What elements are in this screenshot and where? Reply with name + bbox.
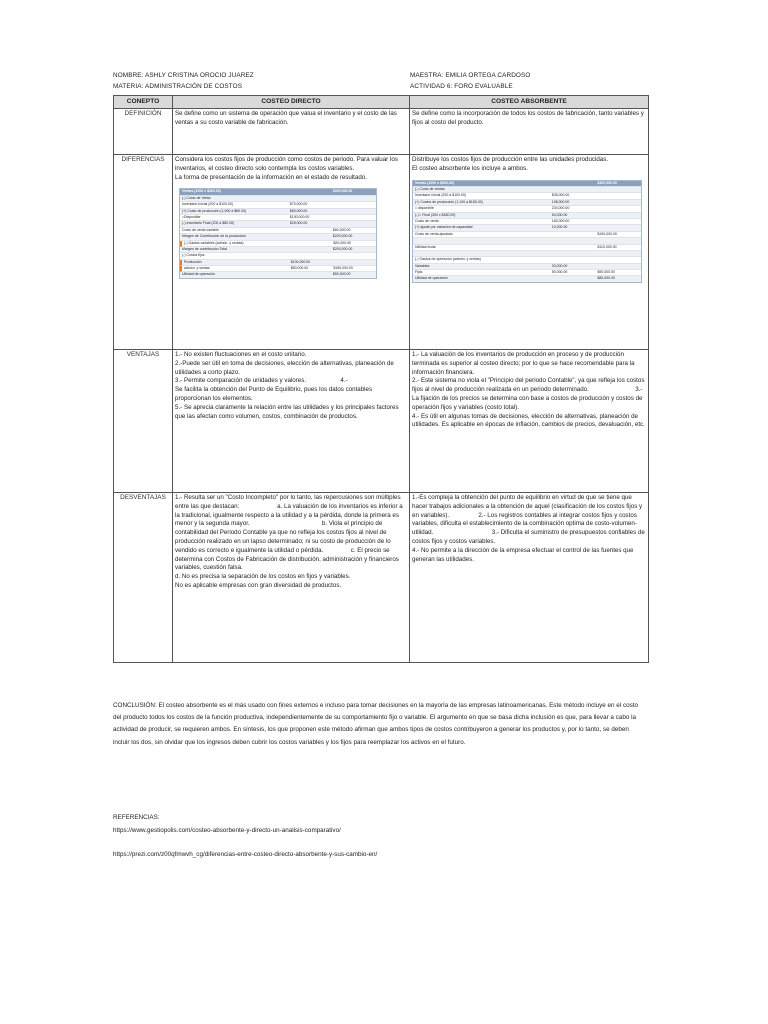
statement-cell — [552, 181, 598, 186]
statement-cell: $150,000.00 — [333, 266, 353, 271]
statement-cell: Utilidad bruta — [415, 244, 436, 249]
subject: MATERIA: ADMINISTRACIÓN DE COSTOS — [113, 83, 243, 90]
statement-cell — [333, 221, 376, 226]
statement-cell — [552, 245, 598, 250]
statement-cell: =Disponible — [182, 214, 201, 219]
cell-definicion-directo — [173, 109, 410, 155]
reference-link-2[interactable]: https://prezi.com/z00qfmwvh_cg/diferencias-entre-costeo-directo-absorbente-y-sus-cambio-en/ — [113, 851, 378, 858]
statement-cell: Ventas (1000 x $300.00) — [415, 180, 454, 185]
text-diferencias-absorbente: Distribuye los costos fijos de producción entre las unidades producidas. El costeo absorbente los incluye a ambos. — [412, 156, 609, 172]
comparison-table — [113, 95, 649, 663]
statement-cell: 54,000.00 — [551, 212, 568, 217]
statement-cell: 10,000.00 — [551, 225, 568, 230]
statement-cell: Costo de venta — [415, 218, 439, 223]
statement-cell: Utilidad de operación — [415, 276, 448, 281]
statement-cell: Margen de contribución Total — [182, 246, 227, 251]
statement-cell — [597, 238, 641, 243]
statement-cell: 50,000.00 — [551, 270, 568, 275]
statement-cell: $200,000.00 — [332, 246, 353, 251]
statement-cell — [597, 206, 641, 211]
statement-cell — [290, 247, 333, 252]
statement-cell: $300,000.00 — [332, 189, 353, 194]
statement-cell: Inventario Inicial (200 a $100.00) — [182, 202, 233, 207]
row-definicion — [114, 109, 649, 155]
statement-cell: $90,000.00 — [597, 270, 615, 275]
statement-cell — [290, 253, 333, 258]
statement-cell — [597, 251, 641, 256]
statement-cell: (-) Inventario Final (200 a $80.00) — [182, 221, 235, 226]
statement-cell — [333, 215, 376, 220]
statement-cell — [552, 257, 598, 262]
statement-cell: Costo de venta variable — [182, 227, 219, 232]
statement-cell — [333, 196, 376, 201]
text-ventajas-directo: 1.- No existen fluctuaciones en el costo unitario. 2.-Puede ser útil en toma de decisiones, elección de alternativas, planeación de utilidades a corto plazo. 3.- Permite comparación de unidades y valores. 4.- Se facilita la obtención del Punto de Equilibrio, pues los datos contables proporcionan los elementos. 5.- Se aprecia claramente la relación entre las utilidades y los principales factores que las afectan como volumen, costos, combinación de productos. — [175, 351, 399, 420]
statement-cell — [290, 189, 333, 194]
row-diferencias — [114, 155, 649, 350]
statement-cell: $190,000.00 — [597, 231, 617, 236]
statement-cell — [552, 238, 598, 243]
statement-cell — [597, 193, 641, 198]
cell-definicion-absorbente — [410, 109, 649, 155]
statement-cell — [552, 276, 598, 281]
statement-cell — [291, 241, 334, 246]
statement-cell: $110,000.00 — [597, 244, 617, 249]
statement-cell: Variables — [415, 263, 430, 268]
statement-cell: $60,000.00 — [289, 208, 308, 213]
cell-diferencias-directo — [173, 155, 410, 350]
statement-cell: (-) Costo de ventas — [415, 186, 445, 191]
activity: ACTIVIDAD 6: FORO EVALUABLE — [410, 83, 513, 90]
statement-cell: $36,000.00 — [551, 193, 570, 198]
statement-cell: $100,000.00 — [290, 259, 311, 264]
statement-cell — [597, 219, 641, 224]
text-desventajas-directo: 1.- Resulta ser un "Costo Incompleto" por lo tanto, las repercusiones son múltiples entre las que destacan: a. La valuación de los inventarios es inferior a la tradicional, igualmente respecto a la utilidad y a la pérdida, donde la primera es menor y la segunda mayor. b. Viola el principio de contabilidad del Periodo Contable ya que no refleja los costos fijos al nivel de producción realizado en un lapso determinado; ni su costo de producción de lo vendido es correcto e igualmente la utilidad o pérdida. c. El precio se determina con Costos de Fabricación de distribución, administración y financieros variables, cuestión falsa. d. No es precisa la separación de los costos en fijos y variables. No es aplicable empresas con gran diversidad de productos. — [175, 494, 403, 589]
row-desventajas — [114, 493, 649, 663]
statement-cell: = disponible — [415, 206, 434, 211]
statement-cell — [290, 228, 333, 233]
text-definicion-absorbente: Se define como la incorporación de todos los costos de fabricación, tanto variables y fijos al costo del producto. — [412, 110, 646, 126]
statement-cell — [413, 251, 552, 256]
statement-cell — [290, 272, 333, 277]
statement-row — [180, 272, 376, 277]
statement-cell: (+) Costo de producción (1,900 a $80.00) — [182, 208, 247, 213]
cell-desventajas-absorbente — [410, 493, 649, 663]
statement-cell: Fijos — [415, 270, 423, 275]
statement-cell: Inventario Inicial (200 a $100.00) — [415, 193, 466, 198]
statement-cell — [597, 187, 641, 192]
income-statement-absorption-costing — [412, 180, 642, 283]
statement-cell: $300,000.00 — [597, 180, 617, 185]
statement-cell: 234,000.00 — [551, 206, 570, 211]
header-costeo-absorbente: COSTEO ABSORBENTE — [410, 96, 649, 109]
cell-desventajas-directo — [173, 493, 410, 663]
statement-cell: (+) ajuste por variación de capacidad — [415, 225, 473, 230]
statement-cell: $60,000.00 — [332, 227, 351, 232]
statement-cell — [597, 257, 641, 262]
statement-cell — [552, 232, 598, 237]
statement-cell: 180,000.00 — [551, 218, 570, 223]
statement-cell — [333, 202, 376, 207]
references-title: REFERENCIAS: — [113, 814, 160, 821]
cell-diferencias-absorbente — [410, 155, 649, 350]
conclusion-paragraph: CONCLUSIÓN: El costeo absorbente es el más usado con fines externos e incluso para tomar decisiones en la mayoría de las empresas latinoamericanas. Este método incluye en el costo del producto todos los costos de la función productiva, independientemente de su comportamiento fijo o variable. El argumento en que se basa dicha inclusión es que, para llevar a cabo la actividad de producir, se requieren ambos. En síntesis, los que proponen este método afirman que ambos tipos de costos contribuyeron a generar los productos y, por lo tanto, se deben incluir los dos, sin olvidar que los ingresos deben cubrir los costos variables y los fijos para reemplazar los activos en el futuro. — [113, 702, 639, 746]
cell-ventajas-absorbente — [410, 350, 649, 493]
statement-cell: $80,000.00 — [597, 276, 615, 281]
statement-cell — [290, 234, 333, 239]
statement-cell: $20,000.00 — [333, 240, 351, 245]
statement-cell: (+) Costos de producción (1,100 a $180.00) — [415, 199, 483, 204]
statement-cell: admón. y ventas — [184, 266, 210, 271]
statement-cell — [333, 209, 376, 214]
header-costeo-directo: COSTEO DIRECTO — [173, 96, 410, 109]
statement-cell — [333, 253, 376, 258]
statement-cell — [413, 238, 552, 243]
statement-cell: (-) Gastos variables (admón. y ventas) — [184, 240, 244, 245]
header-concepto: CONEPTO — [114, 96, 173, 109]
row-label-diferencias: DIFERENCIAS — [114, 155, 173, 350]
statement-row — [413, 276, 641, 281]
statement-cell — [552, 187, 598, 192]
reference-link-1[interactable]: https://www.gestiopolis.com/costeo-absorbente-y-directo-un-analisis-comparativo/ — [113, 827, 341, 834]
statement-cell: $100,000.00 — [289, 214, 310, 219]
text-ventajas-absorbente: 1.- La valuación de los inventarios de producción en proceso y de producción terminada es superior al costeo directo; por lo que se hace recomendable para la información financiera. 2.- Este sistema no viola el "Principio del periodo Contable", ya que refleja los costos fijos al nivel de producción realizada en un periodo determinado. 3.- La fijación de los precios se determina con base a costos de producción y costos de operación fijos y variables (costo total). 4.- Es útil en algunas tomas de decisiones, elección de alternativas, planeación de utilidades. Es aplicable en épocas de inflación, cambios de precios, devaluación, etc. — [412, 351, 645, 429]
statement-cell: Margen de Contribución de la producción — [182, 234, 247, 239]
statement-cell: (-) Costos fijos — [182, 253, 205, 258]
row-ventajas — [114, 350, 649, 493]
statement-cell: $50,000.00 — [332, 272, 351, 277]
statement-cell — [597, 225, 641, 230]
statement-cell: Producción — [184, 259, 202, 264]
statement-cell: (-) I. Final (300 x $180.00) — [415, 212, 456, 217]
teacher: MAESTRA: EMILIA ORTEGA CARDOSO — [410, 72, 531, 79]
income-statement-direct-costing — [179, 188, 377, 278]
statement-cell: 20,000.00 — [551, 263, 568, 268]
statement-cell: Utilidad de operación — [182, 272, 215, 277]
statement-cell: (-) Costo de Venta — [182, 195, 211, 200]
text-definicion-directo: Se define como un sistema de operación que valua el inventario y el costo de las ventas a su costo variable de fabricación. — [175, 110, 399, 126]
student-name: NOMBRE: ASHLY CRISTINA OROCIO JUAREZ — [113, 72, 254, 79]
statement-cell — [597, 264, 641, 269]
statement-cell — [552, 251, 598, 256]
statement-cell: $220,000.00 — [332, 234, 353, 239]
statement-cell: Ventas (1000 x $300.00) — [182, 189, 221, 194]
text-desventajas-absorbente: 1.-Es compleja la obtención del punto de equilibrio en virtud de que se tiene que hacer trabajos adicionales a la obtención de aquel (clasificación de los costos fijos y en variables). 2.- Los registros contables al integrar costos fijos y costos variables, dificulta el establecimiento de la combinación optima de costo-volumen-utilidad. 3.- Dificulta el suministro de presupuestos confiables de costos fijos y costos variables. 4.- No permite a la dirección de la empresa efectuar el control de las fuentes que generan las utilidades. — [412, 494, 645, 563]
row-label-desventajas: DESVENTAJAS — [114, 493, 173, 663]
statement-cell — [597, 200, 641, 205]
statement-cell: (-) Gastos de operación (admón. y ventas) — [415, 257, 481, 262]
cell-ventajas-directo — [173, 350, 410, 493]
statement-cell — [333, 260, 376, 265]
statement-cell — [290, 196, 333, 201]
statement-cell: $25,000.00 — [289, 221, 308, 226]
row-label-definicion: DEFINICIÓN — [114, 109, 173, 155]
row-label-ventajas: VENTAJAS — [114, 350, 173, 493]
statement-cell: $50,000.00 — [290, 266, 309, 271]
statement-cell: Costo de venta ajustado — [415, 231, 453, 236]
statement-cell: 198,000.00 — [551, 199, 570, 204]
text-diferencias-directo: Considera los costos fijos de producción como costos de periodo. Para valuar los inventarios, el costeo directo solo contempla los costos variables. La forma de presentación de la información en el estado de resultado. — [175, 156, 398, 181]
statement-cell: $70,000.00 — [289, 202, 308, 207]
statement-cell — [597, 213, 641, 218]
table-header-row — [114, 96, 649, 109]
